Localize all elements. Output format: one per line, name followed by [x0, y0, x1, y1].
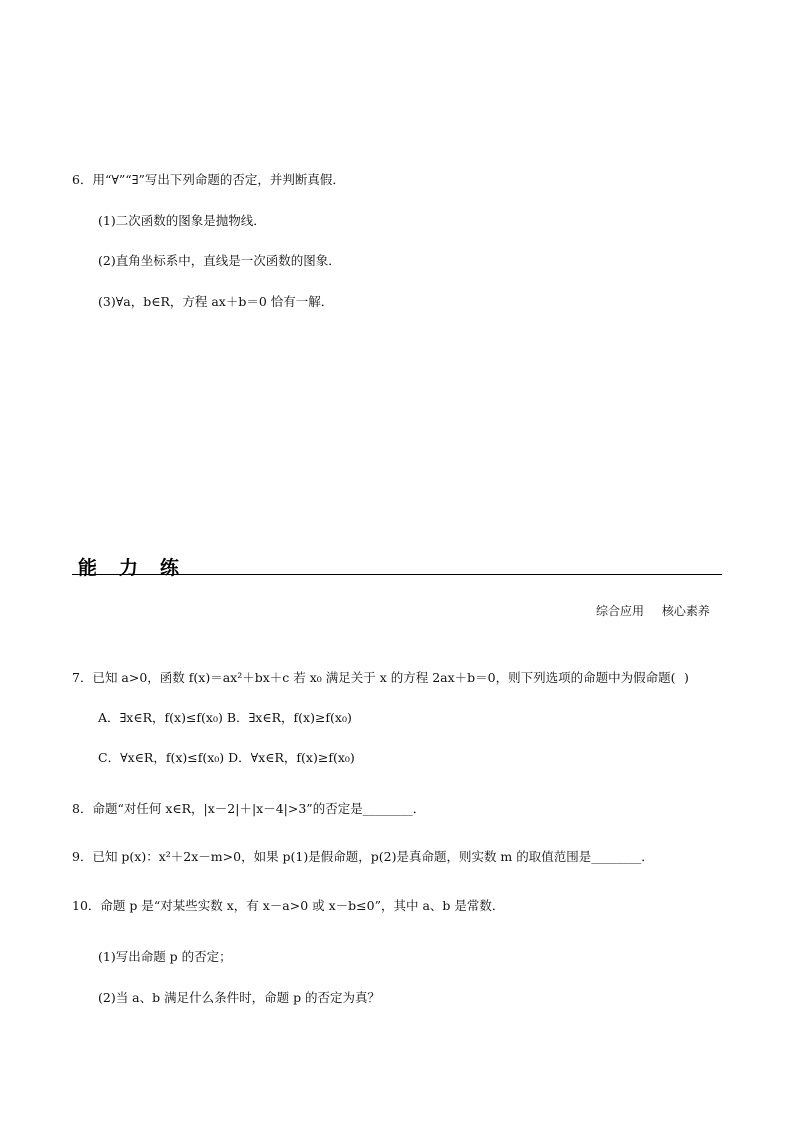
section-tag: 综合应用 核心素养: [596, 604, 710, 618]
question-9-stem: 9．已知 p(x)：x²＋2x－m>0，如果 p(1)是假命题，p(2)是真命题，则实数 m 的取值范围是________．: [72, 849, 654, 864]
question-10-item-1: (1)写出命题 p 的否定；: [98, 949, 232, 964]
question-6-item-1: (1)二次函数的图象是抛物线．: [98, 213, 266, 228]
answer-bracket: ): [684, 670, 689, 685]
section-divider: [72, 574, 722, 575]
section-title: 能力练: [78, 557, 202, 579]
question-6-item-2: (2)直角坐标系中，直线是一次函数的图象．: [98, 253, 341, 268]
question-6-item-3: (3)∀a，b∈R，方程 ax＋b＝0 恰有一解．: [98, 294, 334, 309]
question-8-stem: 8．命题“对任何 x∈R，|x－2|＋|x－4|>3”的否定是________．: [72, 801, 426, 816]
question-6-stem: 6．用“∀”“∃”写出下列命题的否定，并判断真假．: [72, 172, 345, 187]
question-7-options-ab: A．∃x∈R，f(x)≤f(x₀) B．∃x∈R，f(x)≥f(x₀): [98, 710, 352, 725]
question-7-options-cd: C．∀x∈R，f(x)≤f(x₀) D．∀x∈R，f(x)≥f(x₀): [98, 750, 355, 765]
question-10-item-2: (2)当 a、b 满足什么条件时，命题 p 的否定为真？: [98, 990, 381, 1005]
question-7-stem: 7．已知 a>0，函数 f(x)＝ax²＋bx＋c 若 x₀ 满足关于 x 的方程 2ax＋b＝0，则下列选项的命题中为假命题(: [72, 670, 676, 685]
question-10-stem: 10．命题 p 是“对某些实数 x，有 x－a>0 或 x－b≤0”，其中 a、b 是常数．: [72, 898, 505, 913]
